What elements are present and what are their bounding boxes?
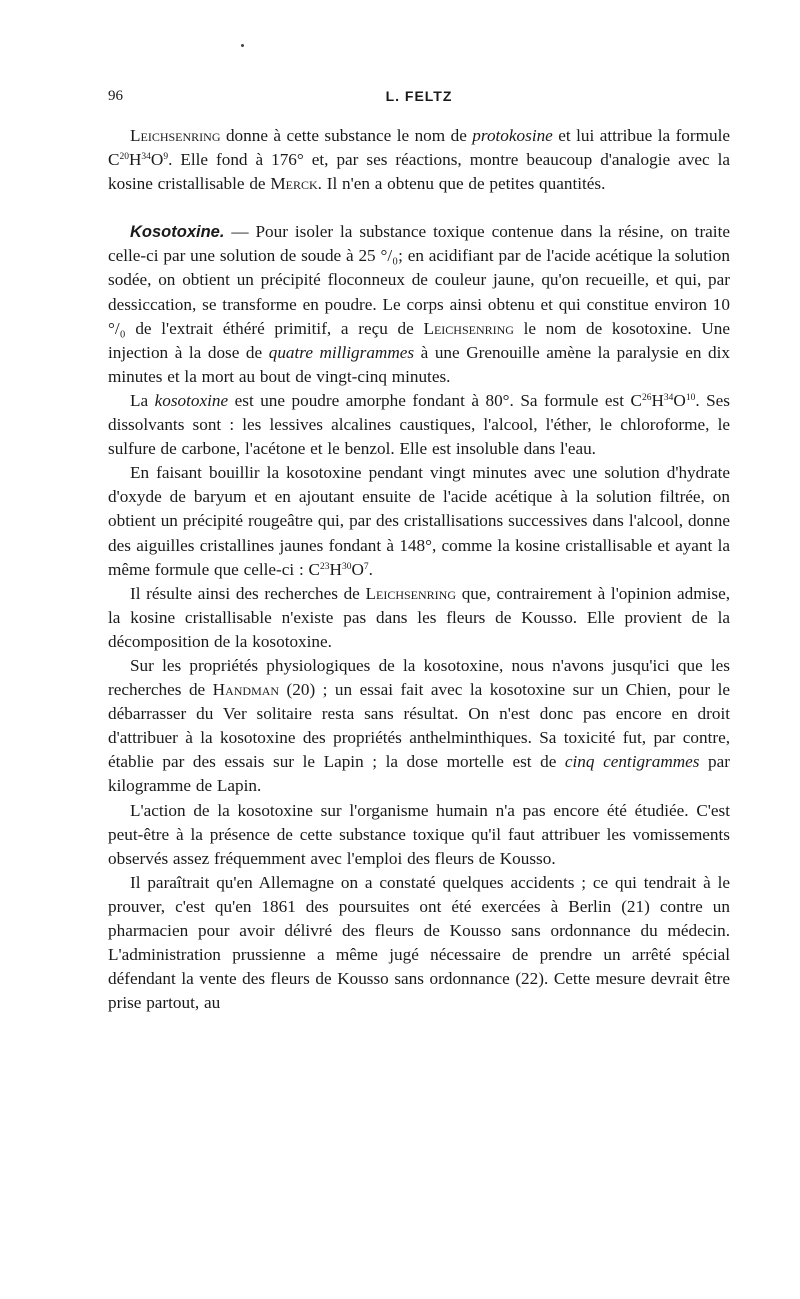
section-heading: Kosotoxine.	[130, 223, 225, 242]
running-title: L. FELTZ	[385, 88, 453, 104]
page-header	[108, 88, 730, 112]
paragraph-kosotoxine-formula: La kosotoxine est une poudre amorphe fondant à 80°. Sa formule est $C^{26}H^{34}O^{10}$. Ses dissolvants sont : les lessives alcalines caustiques, l'alcool, l'éther, le chloroforme, le sulfure de carbone, l'acétone et le benzol. Elle est insoluble dans l'eau.	[108, 390, 730, 459]
author-name: Leichsenring	[423, 318, 514, 338]
author-name: Leichsenring	[365, 583, 456, 603]
author-name: Handman	[212, 680, 280, 700]
term: kosotoxine	[154, 390, 229, 410]
paragraph-conclusion: Il résulte ainsi des recherches de Leichsenring que, contrairement à l'opinion admise, la kosine cristallisable n'existe pas dans les fleurs de Kousso. Elle provient de la décomposition de la kosotoxine.	[108, 583, 730, 651]
paragraph-baryum: En faisant bouillir la kosotoxine pendant vingt minutes avec une solution d'hydrate d'oxyde de baryum et en ajoutant ensuite de l'acide acétique à la solution filtrée, on obtient un précipité rougeâtre qui, par des cristallisations successives dans l'alcool, donne des aiguilles cristallines jaunes fondant à 148°, comme la kosine cristallisable et ayant la même formule que celle-ci : $C^{23}H^{30}O^7$.	[108, 463, 730, 579]
dose: cinq centigrammes	[564, 752, 700, 772]
dose: quatre milligrammes	[268, 342, 415, 362]
page-number: 96	[108, 88, 123, 104]
author-name: Leichsenring	[130, 126, 221, 145]
paragraph-protokosine: Leichsenring donne à cette substance le nom de protokosine et lui attribue la formule $C^{20}H^{34}O^9$. Elle fond à 176° et, par ses réactions, montre beaucoup d'analogie avec la kosine cristallisable de Merck. Il n'en a obtenu que de petites quantités.	[108, 126, 730, 194]
body-text	[108, 124, 730, 1015]
scan-speck	[241, 44, 244, 47]
paragraph-germany: Il paraîtrait qu'en Allemagne on a constaté quelques accidents ; ce qui tendrait à le prouver, c'est qu'en 1861 des poursuites ont été exercées à Berlin (21) contre un pharmacien pour avoir délivré des fleurs de Kousso sans ordonnance du médecin. L'administration prussienne a même jugé nécessaire de prendre un arrêté spécial défendant la vente des fleurs de Kousso sans ordonnance (22). Cette mesure devrait être prise partout, au	[108, 872, 730, 1013]
paragraph-human-action: L'action de la kosotoxine sur l'organisme humain n'a pas encore été étudiée. C'est peut-être à la présence de cette substance toxique qu'il faut attribuer les vomissements observés assez fréquemment avec l'emploi des fleurs de Kousso.	[108, 800, 730, 868]
term: protokosine	[472, 126, 553, 145]
paragraph-physiology: Sur les propriétés physiologiques de la kosotoxine, nous n'avons jusqu'ici que les recherches de Handman (20) ; un essai fait avec la kosotoxine sur un Chien, pour le débarrasser du Ver solitaire resta sans résultat. On n'est donc pas encore en droit d'attribuer à la kosotoxine des propriétés anthelminthiques. Sa toxicité fut, par contre, établie par des essais sur le Lapin ; la dose mortelle est de cinq centigrammes par kilogramme de Lapin.	[108, 655, 730, 796]
paragraph-kosotoxine-heading: Kosotoxine. — Pour isoler la substance toxique contenue dans la résine, on traite celle-ci par une solution de soude à 25 °/₀; en acidifiant par de l'acide acétique la solution sodée, on obtient un précipité floconneux de couleur jaune, qu'on recueille, et qui, par dessiccation, se transforme en poudre. Le corps ainsi obtenu et qui constitue environ 10 °/₀ de l'extrait éthéré primitif, a reçu de Leichsenring le nom de kosotoxine. Une injection à la dose de quatre milligrammes à une Grenouille amène la paralysie en dix minutes et la mort au bout de vingt-cinq minutes.	[108, 222, 730, 386]
author-name: Merck	[270, 174, 318, 194]
